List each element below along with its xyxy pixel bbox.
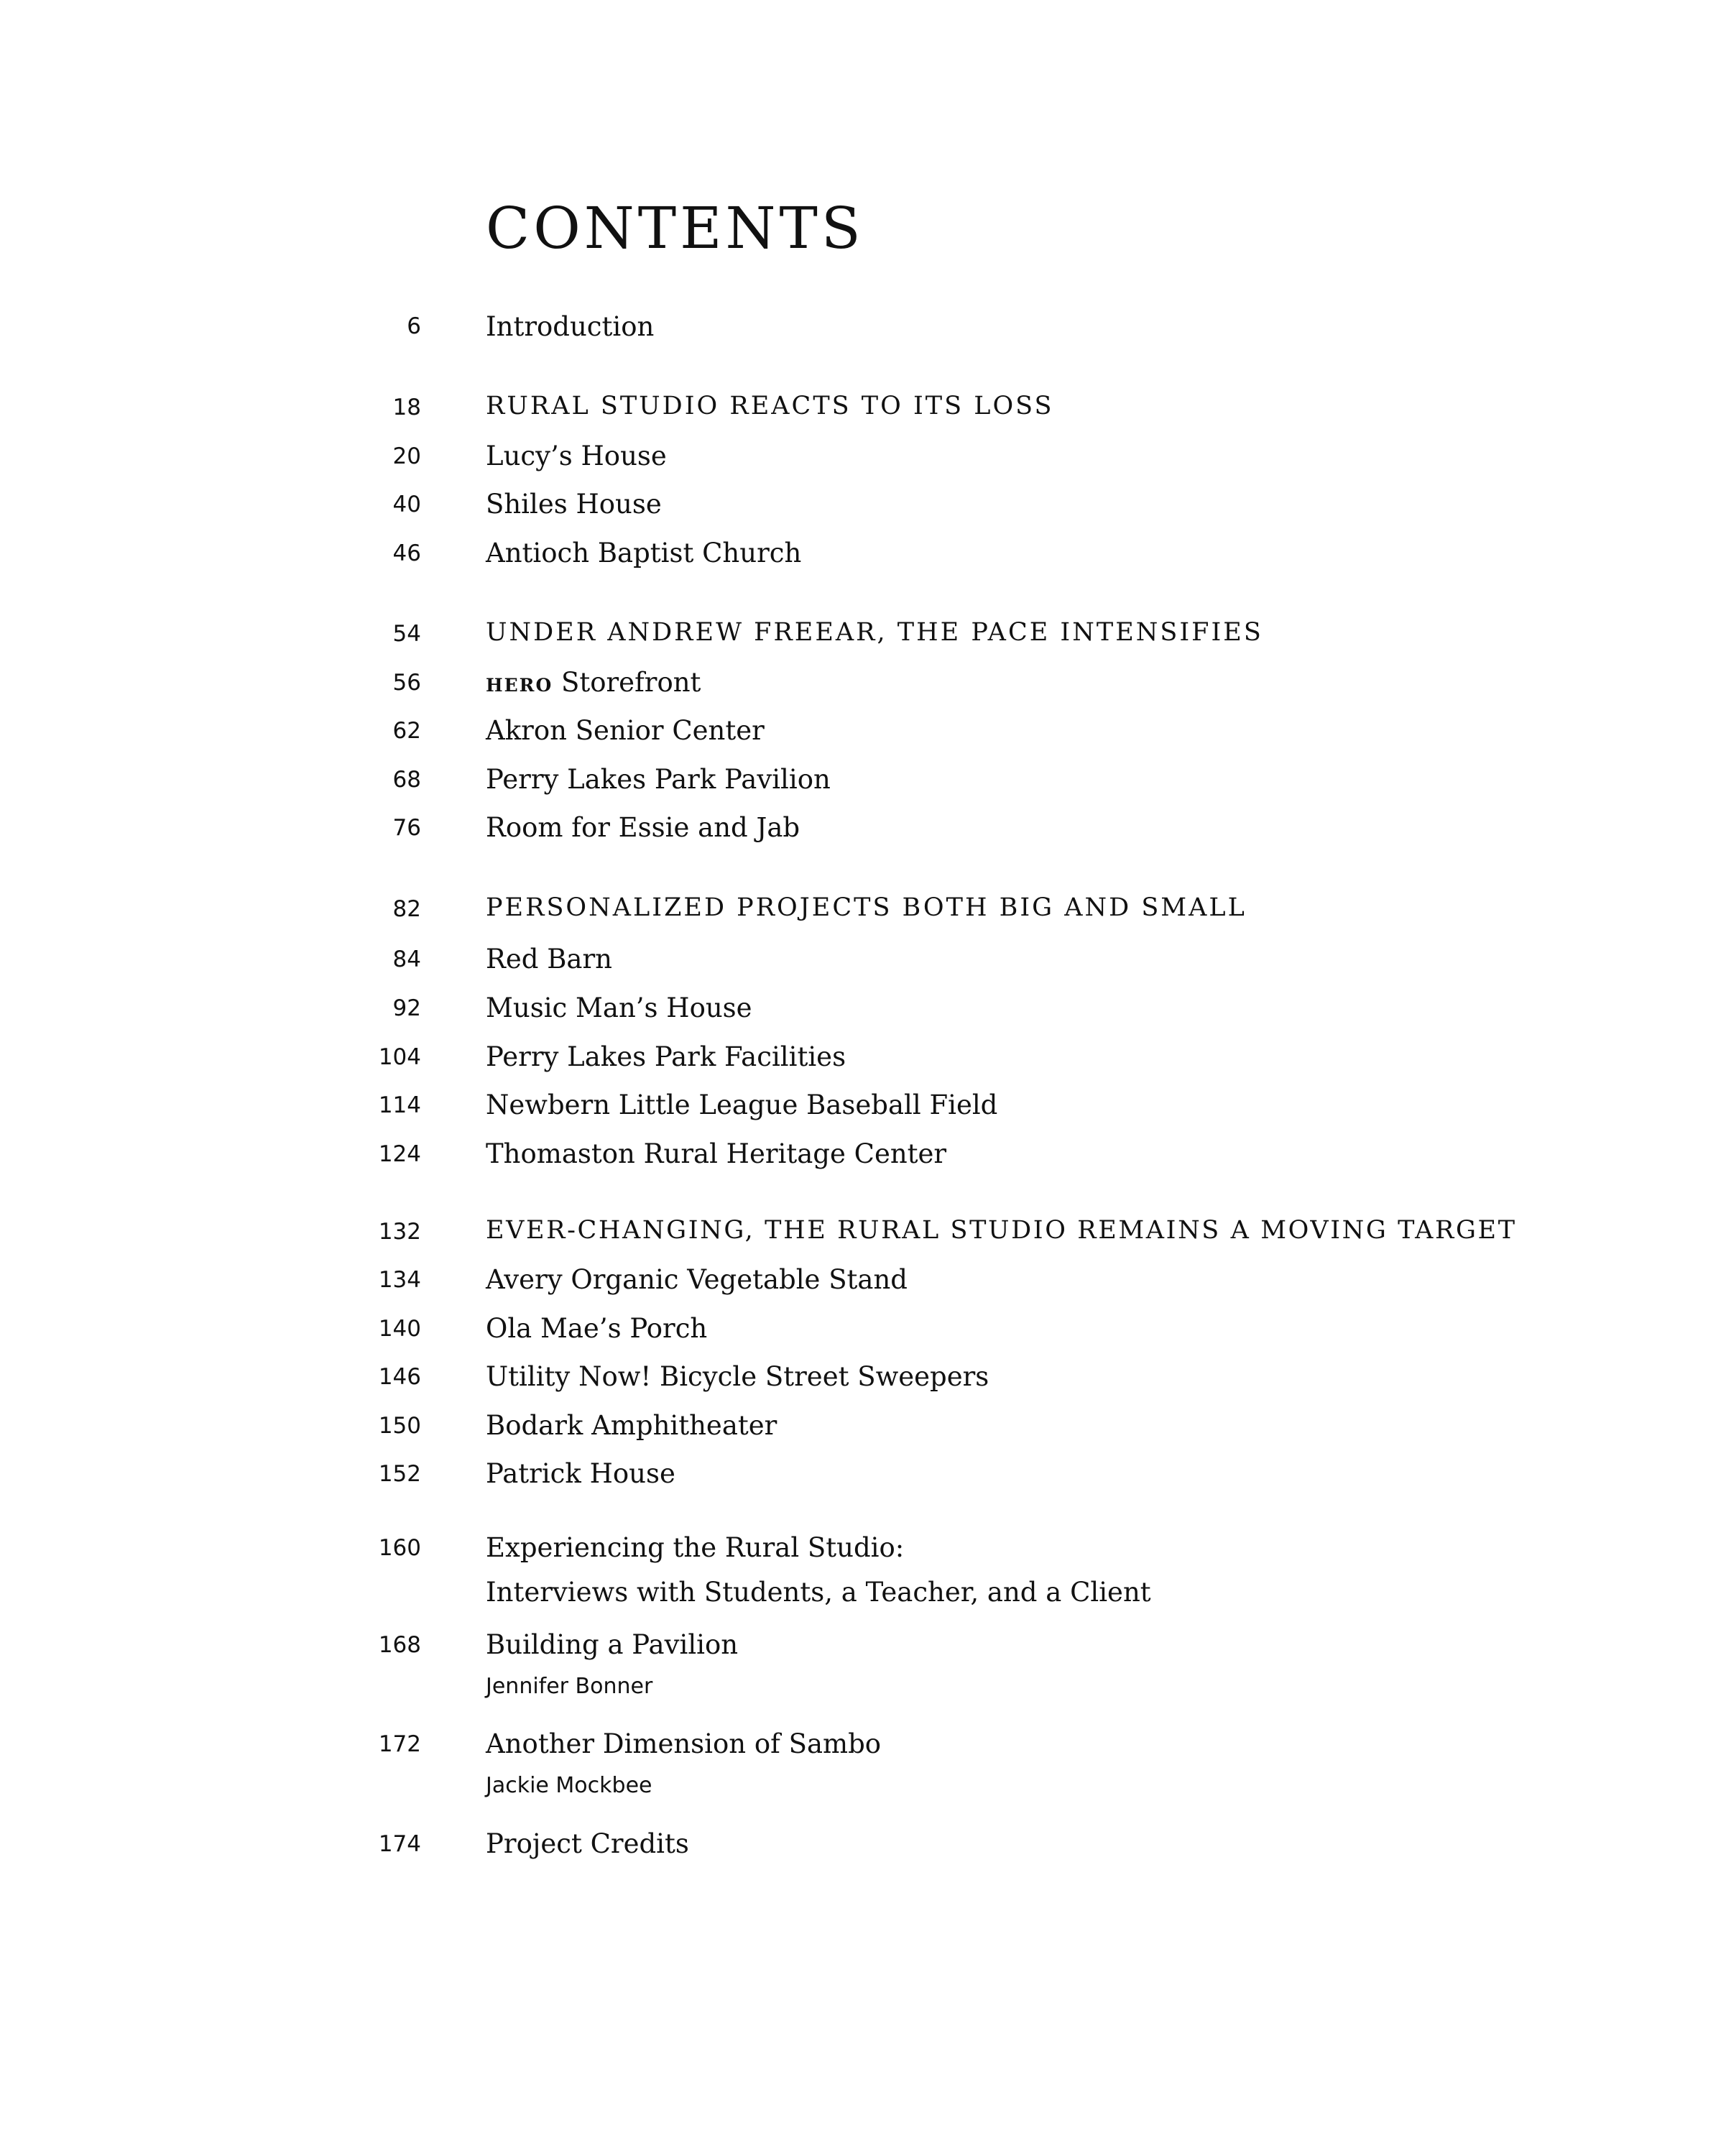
toc-entry[interactable]: Ola Mae’s Porch xyxy=(486,1313,708,1344)
toc-page-number: 114 xyxy=(378,1092,421,1118)
toc-page-number: 172 xyxy=(378,1731,421,1757)
toc-entry[interactable]: Bodark Amphitheater xyxy=(486,1410,777,1441)
toc-page-number: 82 xyxy=(392,896,421,922)
toc-entry[interactable] xyxy=(486,669,701,696)
toc-page-number: 140 xyxy=(378,1316,421,1342)
toc-entry[interactable]: Newbern Little League Baseball Field xyxy=(486,1089,998,1120)
toc-page-number: 150 xyxy=(378,1413,421,1439)
toc-entry[interactable]: Experiencing the Rural Studio: xyxy=(486,1532,905,1563)
toc-section-heading[interactable]: EVER-CHANGING, THE RURAL STUDIO REMAINS A MOVING TARGET xyxy=(486,1216,1517,1245)
toc-entry[interactable]: Perry Lakes Park Pavilion xyxy=(486,764,831,795)
toc-entry[interactable]: Patrick House xyxy=(486,1458,675,1489)
toc-entry[interactable]: Utility Now! Bicycle Street Sweepers xyxy=(486,1361,989,1392)
toc-page-number: 152 xyxy=(378,1461,421,1487)
toc-page-number: 174 xyxy=(378,1831,421,1857)
toc-section-heading[interactable]: UNDER ANDREW FREEAR, THE PACE INTENSIFIES xyxy=(486,618,1263,647)
toc-page-number: 18 xyxy=(392,395,421,420)
toc-page-number: 104 xyxy=(378,1044,421,1070)
toc-page-number: 56 xyxy=(392,670,421,696)
toc-section-heading[interactable]: RURAL STUDIO REACTS TO ITS LOSS xyxy=(486,392,1054,420)
toc-page-number: 124 xyxy=(378,1141,421,1167)
toc-page-number: 62 xyxy=(392,718,421,744)
toc-entry[interactable]: Lucy’s House xyxy=(486,441,667,471)
toc-page-number: 54 xyxy=(392,621,421,647)
toc-page-number: 6 xyxy=(407,313,421,339)
toc-page-number: 84 xyxy=(392,946,421,972)
toc-page-number: 20 xyxy=(392,443,421,469)
toc-entry-introduction[interactable]: Introduction xyxy=(486,311,655,342)
toc-entry[interactable]: Red Barn xyxy=(486,944,612,975)
toc-entry[interactable]: Project Credits xyxy=(486,1828,689,1859)
toc-entry[interactable]: Building a Pavilion xyxy=(486,1629,739,1660)
toc-page-number: 160 xyxy=(378,1535,421,1561)
toc-page-number: 146 xyxy=(378,1364,421,1390)
toc-page-number: 76 xyxy=(392,815,421,841)
toc-page-number: 132 xyxy=(378,1219,421,1245)
toc-page-number: 46 xyxy=(392,540,421,566)
toc-entry-author: Jackie Mockbee xyxy=(486,1773,652,1798)
toc-section-heading[interactable]: PERSONALIZED PROJECTS BOTH BIG AND SMALL xyxy=(486,893,1247,922)
toc-entry[interactable]: Another Dimension of Sambo xyxy=(486,1728,882,1759)
toc-entry[interactable]: Thomaston Rural Heritage Center xyxy=(486,1138,947,1169)
toc-page-number: 168 xyxy=(378,1632,421,1658)
toc-entry[interactable]: Akron Senior Center xyxy=(486,715,765,746)
toc-entry[interactable]: Shiles House xyxy=(486,489,662,520)
toc-entry[interactable]: Perry Lakes Park Facilities xyxy=(486,1041,846,1072)
toc-page-number: 92 xyxy=(392,995,421,1021)
toc-entry-author: Jennifer Bonner xyxy=(486,1674,653,1699)
toc-page-number: 68 xyxy=(392,767,421,793)
toc-entry[interactable]: Room for Essie and Jab xyxy=(486,812,800,843)
toc-entry-subtitle[interactable]: Interviews with Students, a Teacher, and a Client xyxy=(486,1577,1151,1608)
page-title: CONTENTS xyxy=(486,195,864,262)
hero-small-caps: HERO xyxy=(486,675,553,696)
toc-page-number: 134 xyxy=(378,1267,421,1293)
toc-entry[interactable]: Music Man’s House xyxy=(486,992,752,1023)
toc-entry[interactable]: Avery Organic Vegetable Stand xyxy=(486,1264,908,1295)
toc-page-number: 40 xyxy=(392,492,421,517)
toc-entry-label: Storefront xyxy=(561,667,701,698)
toc-entry[interactable]: Antioch Baptist Church xyxy=(486,538,802,568)
